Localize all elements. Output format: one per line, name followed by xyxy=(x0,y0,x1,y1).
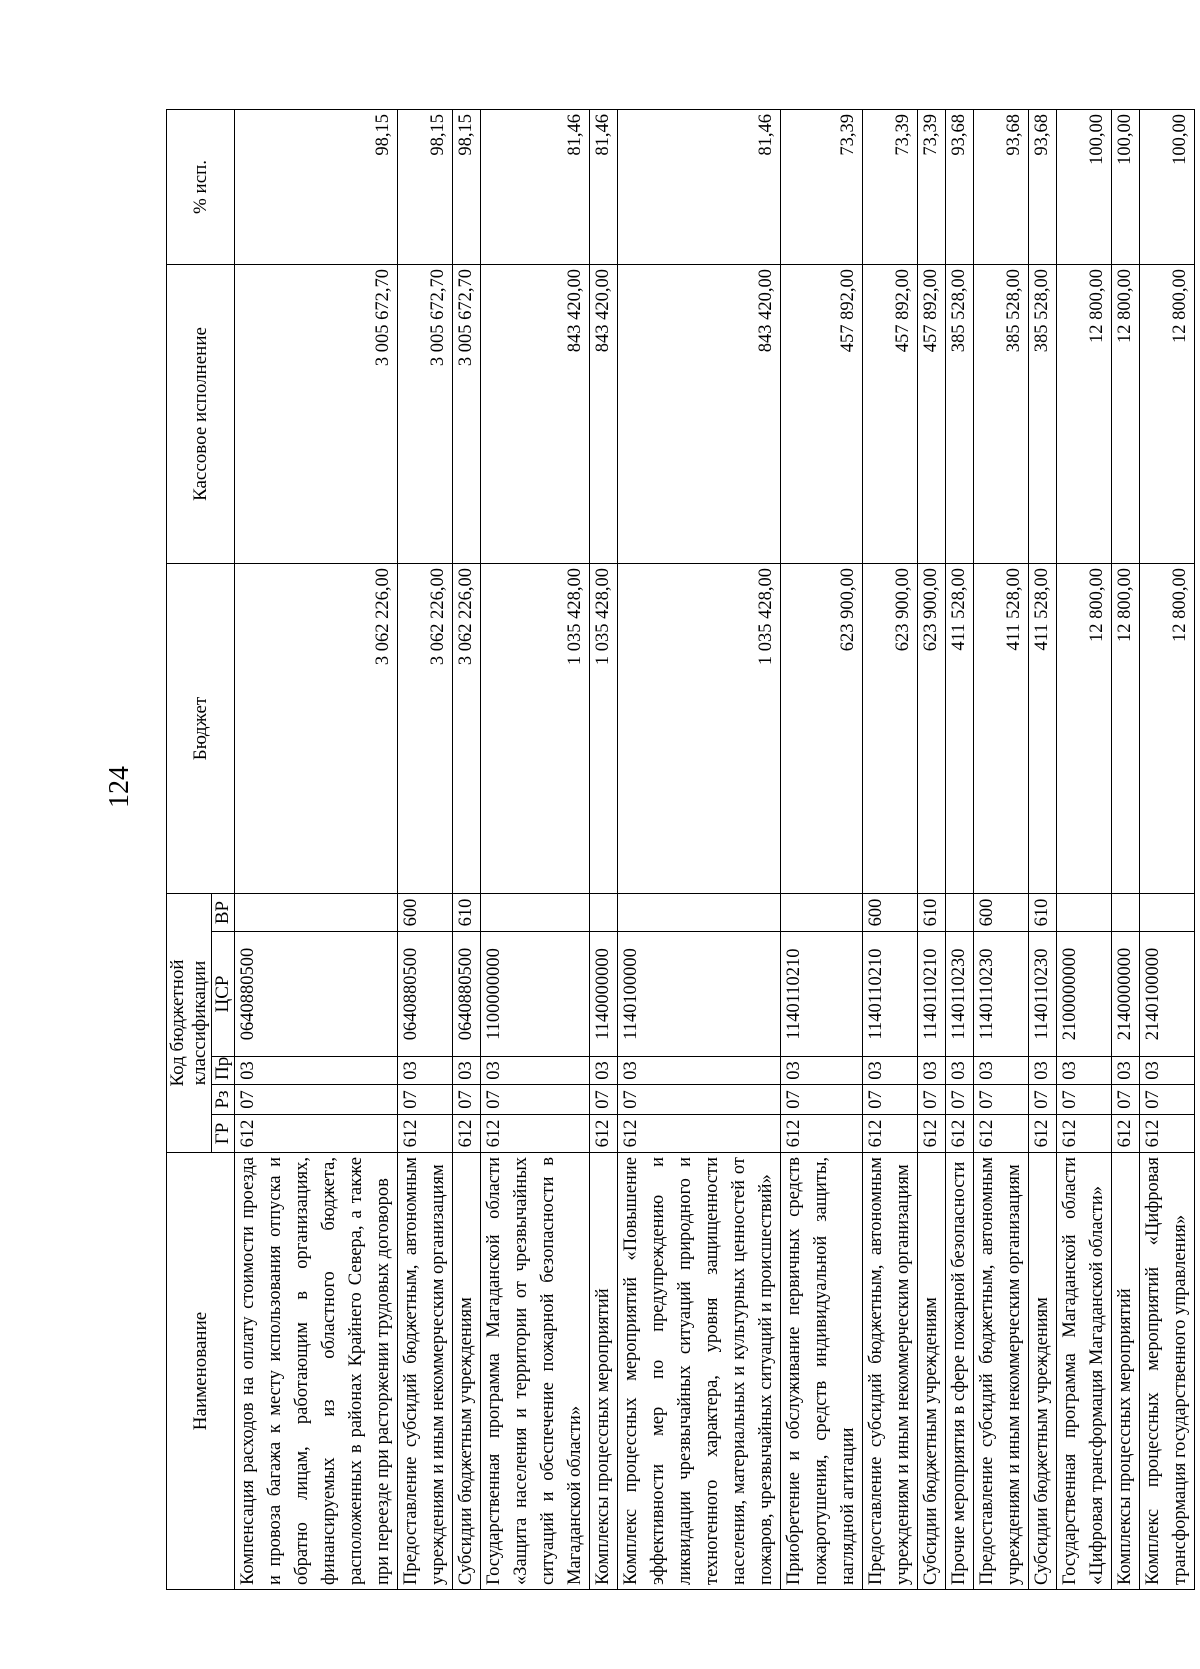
row-gr: 612 xyxy=(235,1115,398,1153)
row-gr: 612 xyxy=(918,1115,946,1153)
row-csr: 1140110230 xyxy=(1029,932,1057,1057)
row-rz: 07 xyxy=(453,1085,481,1115)
row-vr xyxy=(781,893,863,931)
row-pr: 03 xyxy=(781,1057,863,1085)
row-rz: 07 xyxy=(974,1085,1029,1115)
header-cash: Кассовое исполнение xyxy=(167,264,235,563)
row-vr xyxy=(1140,893,1195,931)
row-pr: 03 xyxy=(1029,1057,1057,1085)
row-pct: 73,39 xyxy=(863,109,918,264)
row-csr: 2140000000 xyxy=(1112,932,1140,1057)
row-name: Государственная программа Магаданской области «Цифровая трансформация Магаданской области» xyxy=(1057,1153,1112,1590)
row-vr: 610 xyxy=(1029,893,1057,931)
header-gr: ГР xyxy=(212,1115,235,1153)
row-budget: 3 062 226,00 xyxy=(235,563,398,893)
row-csr: 1140110230 xyxy=(974,932,1029,1057)
table-row xyxy=(1029,109,1057,1589)
row-name: Субсидии бюджетным учреждениям xyxy=(1029,1153,1057,1590)
row-csr: 2100000000 xyxy=(1057,932,1112,1057)
table-row xyxy=(481,109,590,1589)
row-name: Приобретение и обслуживание первичных средств пожаротушения, средств индивидуальной защиты, наглядной агитации xyxy=(781,1153,863,1590)
table-body xyxy=(235,109,1195,1589)
row-pr: 03 xyxy=(946,1057,974,1085)
row-pr: 03 xyxy=(235,1057,398,1085)
row-budget: 12 800,00 xyxy=(1140,563,1195,893)
row-csr: 1140110230 xyxy=(946,932,974,1057)
header-code-group: Код бюджетной классификации xyxy=(167,893,212,1152)
row-csr: 1140100000 xyxy=(618,932,781,1057)
row-csr: 1140110210 xyxy=(918,932,946,1057)
row-csr: 2140100000 xyxy=(1140,932,1195,1057)
row-gr: 612 xyxy=(398,1115,453,1153)
row-cash: 3 005 672,70 xyxy=(398,264,453,563)
row-rz: 07 xyxy=(1112,1085,1140,1115)
row-csr: 0640880500 xyxy=(235,932,398,1057)
table-row xyxy=(974,109,1029,1589)
row-rz: 07 xyxy=(590,1085,618,1115)
row-name: Комплексы процессных мероприятий xyxy=(590,1153,618,1590)
row-vr xyxy=(590,893,618,931)
row-pct: 100,00 xyxy=(1140,109,1195,264)
row-gr: 612 xyxy=(974,1115,1029,1153)
row-gr: 612 xyxy=(1057,1115,1112,1153)
row-pr: 03 xyxy=(1140,1057,1195,1085)
row-rz: 07 xyxy=(918,1085,946,1115)
row-budget: 411 528,00 xyxy=(946,563,974,893)
row-vr xyxy=(1112,893,1140,931)
row-budget: 3 062 226,00 xyxy=(453,563,481,893)
header-vr: ВР xyxy=(212,893,235,931)
row-budget: 623 900,00 xyxy=(918,563,946,893)
row-name: Прочие мероприятия в сфере пожарной безопасности xyxy=(946,1153,974,1590)
table-row xyxy=(946,109,974,1589)
row-cash: 843 420,00 xyxy=(618,264,781,563)
row-name: Субсидии бюджетным учреждениям xyxy=(453,1153,481,1590)
row-cash: 12 800,00 xyxy=(1057,264,1112,563)
row-vr xyxy=(946,893,974,931)
row-budget: 411 528,00 xyxy=(1029,563,1057,893)
row-pr: 03 xyxy=(453,1057,481,1085)
row-vr: 600 xyxy=(398,893,453,931)
header-rz: Рз xyxy=(212,1085,235,1115)
row-name: Предоставление субсидий бюджетным, автономным учреждениям и иным некоммерческим организациям xyxy=(398,1153,453,1590)
row-cash: 457 892,00 xyxy=(863,264,918,563)
table-row xyxy=(618,109,781,1589)
row-budget: 1 035 428,00 xyxy=(590,563,618,893)
row-rz: 07 xyxy=(618,1085,781,1115)
table-row xyxy=(1112,109,1140,1589)
header-pct: % исп. xyxy=(167,109,235,264)
row-csr: 1140000000 xyxy=(590,932,618,1057)
row-rz: 07 xyxy=(481,1085,590,1115)
row-csr: 1140110210 xyxy=(863,932,918,1057)
row-cash: 3 005 672,70 xyxy=(453,264,481,563)
row-gr: 612 xyxy=(590,1115,618,1153)
row-pct: 93,68 xyxy=(974,109,1029,264)
row-vr xyxy=(481,893,590,931)
row-pr: 03 xyxy=(590,1057,618,1085)
row-pct: 81,46 xyxy=(618,109,781,264)
row-vr xyxy=(1057,893,1112,931)
row-name: Компенсация расходов на оплату стоимости проезда и провоза багажа к месту использования отпуска и обратно лицам, работающим в организациях, финансируемых из областного бюджета, расположенных в районах Крайнего Севера, а также при переезде при расторжении трудовых договоров xyxy=(235,1153,398,1590)
table-row xyxy=(235,109,398,1589)
header-pr: Пр xyxy=(212,1057,235,1085)
table-row xyxy=(863,109,918,1589)
row-cash: 385 528,00 xyxy=(946,264,974,563)
row-gr: 612 xyxy=(863,1115,918,1153)
rotated-table-container xyxy=(166,110,1190,1590)
header-row-1 xyxy=(167,109,212,1589)
row-pct: 81,46 xyxy=(590,109,618,264)
row-budget: 3 062 226,00 xyxy=(398,563,453,893)
row-pr: 03 xyxy=(1057,1057,1112,1085)
table-row xyxy=(453,109,481,1589)
row-budget: 1 035 428,00 xyxy=(481,563,590,893)
row-pct: 73,39 xyxy=(781,109,863,264)
row-vr: 600 xyxy=(974,893,1029,931)
row-name: Предоставление субсидий бюджетным, автономным учреждениям и иным некоммерческим организациям xyxy=(974,1153,1029,1590)
row-cash: 843 420,00 xyxy=(590,264,618,563)
row-cash: 12 800,00 xyxy=(1140,264,1195,563)
row-csr: 0640880500 xyxy=(453,932,481,1057)
row-csr: 0640880500 xyxy=(398,932,453,1057)
header-budget: Бюджет xyxy=(167,563,235,893)
row-vr xyxy=(235,893,398,931)
row-gr: 612 xyxy=(1140,1115,1195,1153)
header-name: Наименование xyxy=(167,1153,235,1590)
row-pct: 100,00 xyxy=(1112,109,1140,264)
page-number: 124 xyxy=(104,766,135,808)
row-pct: 93,68 xyxy=(1029,109,1057,264)
row-rz: 07 xyxy=(1140,1085,1195,1115)
row-name: Субсидии бюджетным учреждениям xyxy=(918,1153,946,1590)
row-pct: 73,39 xyxy=(918,109,946,264)
row-pct: 98,15 xyxy=(235,109,398,264)
row-budget: 1 035 428,00 xyxy=(618,563,781,893)
row-gr: 612 xyxy=(946,1115,974,1153)
row-rz: 07 xyxy=(946,1085,974,1115)
table-row xyxy=(1140,109,1195,1589)
row-rz: 07 xyxy=(863,1085,918,1115)
row-pr: 03 xyxy=(618,1057,781,1085)
row-name: Комплексы процессных мероприятий xyxy=(1112,1153,1140,1590)
row-pct: 100,00 xyxy=(1057,109,1112,264)
row-gr: 612 xyxy=(1029,1115,1057,1153)
row-rz: 07 xyxy=(1057,1085,1112,1115)
row-pct: 98,15 xyxy=(453,109,481,264)
row-gr: 612 xyxy=(781,1115,863,1153)
row-name: Комплекс процессных мероприятий «Повышение эффективности мер по предупреждению и ликвидации чрезвычайных ситуаций природного и техногенного характера, уровня защищенности населения, материальных и культурных ценностей от пожаров, чрезвычайных ситуаций и происшествий» xyxy=(618,1153,781,1590)
table-row xyxy=(590,109,618,1589)
row-cash: 385 528,00 xyxy=(974,264,1029,563)
row-vr: 610 xyxy=(453,893,481,931)
row-pr: 03 xyxy=(481,1057,590,1085)
row-gr: 612 xyxy=(1112,1115,1140,1153)
table-row xyxy=(398,109,453,1589)
row-gr: 612 xyxy=(453,1115,481,1153)
row-pr: 03 xyxy=(1112,1057,1140,1085)
row-pr: 03 xyxy=(974,1057,1029,1085)
header-csr: ЦСР xyxy=(212,932,235,1057)
row-vr: 600 xyxy=(863,893,918,931)
row-budget: 12 800,00 xyxy=(1112,563,1140,893)
row-gr: 612 xyxy=(481,1115,590,1153)
row-cash: 457 892,00 xyxy=(781,264,863,563)
row-budget: 623 900,00 xyxy=(781,563,863,893)
row-budget: 623 900,00 xyxy=(863,563,918,893)
row-cash: 843 420,00 xyxy=(481,264,590,563)
row-name: Предоставление субсидий бюджетным, автономным учреждениям и иным некоммерческим организациям xyxy=(863,1153,918,1590)
row-cash: 3 005 672,70 xyxy=(235,264,398,563)
row-rz: 07 xyxy=(781,1085,863,1115)
row-vr: 610 xyxy=(918,893,946,931)
row-rz: 07 xyxy=(1029,1085,1057,1115)
row-rz: 07 xyxy=(235,1085,398,1115)
row-cash: 385 528,00 xyxy=(1029,264,1057,563)
row-rz: 07 xyxy=(398,1085,453,1115)
row-csr: 1100000000 xyxy=(481,932,590,1057)
row-pct: 81,46 xyxy=(481,109,590,264)
row-budget: 12 800,00 xyxy=(1057,563,1112,893)
row-pct: 93,68 xyxy=(946,109,974,264)
budget-execution-table xyxy=(166,109,1195,1590)
row-cash: 457 892,00 xyxy=(918,264,946,563)
row-cash: 12 800,00 xyxy=(1112,264,1140,563)
row-csr: 1140110210 xyxy=(781,932,863,1057)
row-vr xyxy=(618,893,781,931)
row-name: Комплекс процессных мероприятий «Цифровая трансформация государственного управления» xyxy=(1140,1153,1195,1590)
row-pr: 03 xyxy=(863,1057,918,1085)
row-gr: 612 xyxy=(618,1115,781,1153)
table-row xyxy=(781,109,863,1589)
table-row xyxy=(918,109,946,1589)
row-pr: 03 xyxy=(918,1057,946,1085)
row-name: Государственная программа Магаданской области «Защита населения и территории от чрезвычайных ситуаций и обеспечение пожарной безопасности в Магаданской области» xyxy=(481,1153,590,1590)
table-row xyxy=(1057,109,1112,1589)
row-budget: 411 528,00 xyxy=(974,563,1029,893)
row-pct: 98,15 xyxy=(398,109,453,264)
row-pr: 03 xyxy=(398,1057,453,1085)
